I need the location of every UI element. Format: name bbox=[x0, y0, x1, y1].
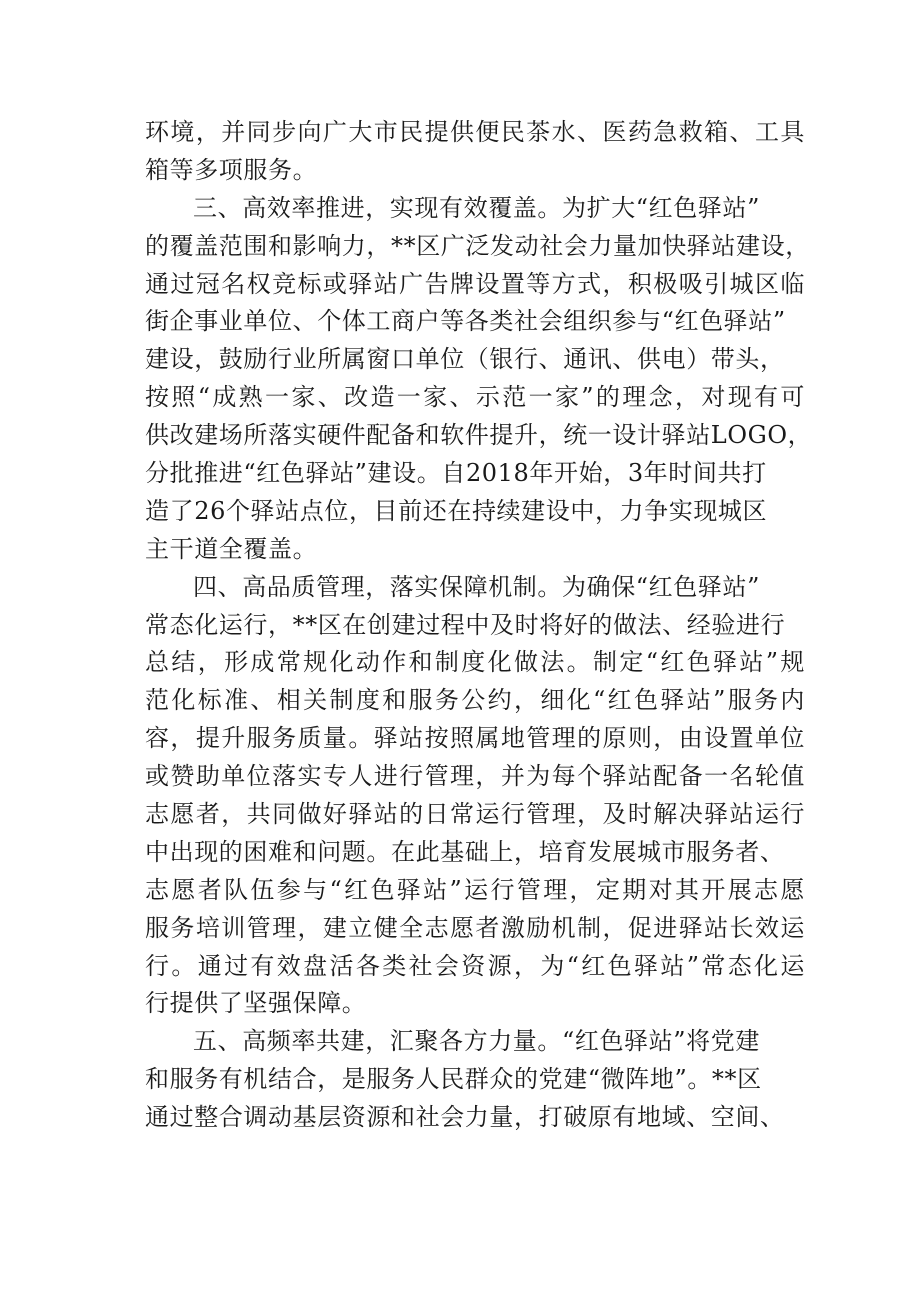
text-line: 分批推进“红色驿站”建设。自2018年开始，3年时间共打 bbox=[145, 459, 767, 488]
text-line: 按照“成熟一家、改造一家、示范一家”的理念，对现有可 bbox=[145, 383, 805, 412]
text-line: 通过整合调动基层资源和社会力量，打破原有地域、空间、 bbox=[145, 1103, 785, 1132]
text-line: 造了26个驿站点位，目前还在持续建设中，力争实现城区 bbox=[145, 496, 768, 525]
text-line: 和服务有机结合，是服务人民群众的党建“微阵地”。**区 bbox=[145, 1065, 762, 1094]
text-line: 容，提升服务质量。驿站按照属地管理的原则，由设置单位 bbox=[145, 724, 805, 753]
text-line: 范化标准、相关制度和服务公约，细化“红色驿站”服务内 bbox=[145, 686, 805, 715]
text-line: 志愿者队伍参与“红色驿站”运行管理，定期对其开展志愿 bbox=[145, 875, 805, 904]
text-line: 或赞助单位落实专人进行管理，并为每个驿站配备一名轮值 bbox=[145, 762, 805, 791]
text-line: 行。通过有效盘活各类社会资源，为“红色驿站”常态化运 bbox=[145, 951, 805, 980]
paragraph-heading-line: 三、高效率推进，实现有效覆盖。为扩大“红色驿站” bbox=[193, 193, 760, 222]
text-line: 志愿者，共同做好驿站的日常运行管理，及时解决驿站运行 bbox=[145, 800, 805, 829]
text-line: 建设，鼓励行业所属窗口单位（银行、通讯、供电）带头， bbox=[145, 345, 785, 374]
text-line: 行提供了坚强保障。 bbox=[145, 989, 367, 1018]
text-line: 常态化运行，**区在创建过程中及时将好的做法、经验进行 bbox=[145, 610, 786, 639]
paragraph-heading-line: 五、高频率共建，汇聚各方力量。“红色驿站”将党建 bbox=[193, 1027, 760, 1056]
text-line: 街企事业单位、个体工商户等各类社会组织参与“红色驿站” bbox=[145, 307, 786, 336]
text-line: 中出现的困难和问题。在此基础上，培育发展城市服务者、 bbox=[145, 837, 785, 866]
text-line: 箱等多项服务。 bbox=[145, 155, 318, 184]
text-line: 环境，并同步向广大市民提供便民茶水、医药急救箱、工具 bbox=[145, 118, 805, 146]
body-text bbox=[145, 114, 813, 1137]
text-line: 通过冠名权竞标或驿站广告牌设置等方式，积极吸引城区临 bbox=[145, 269, 805, 298]
paragraph-heading-line: 四、高品质管理，落实保障机制。为确保“红色驿站” bbox=[193, 572, 760, 601]
text-line: 的覆盖范围和影响力，**区广泛发动社会力量加快驿站建设， bbox=[145, 231, 810, 260]
text-line: 主干道全覆盖。 bbox=[145, 534, 318, 563]
text-line: 服务培训管理，建立健全志愿者激励机制，促进驿站长效运 bbox=[145, 913, 805, 942]
text-line: 供改建场所落实硬件配备和软件提升，统一设计驿站LOGO， bbox=[145, 421, 813, 450]
text-line: 总结，形成常规化动作和制度化做法。制定“红色驿站”规 bbox=[145, 648, 805, 677]
